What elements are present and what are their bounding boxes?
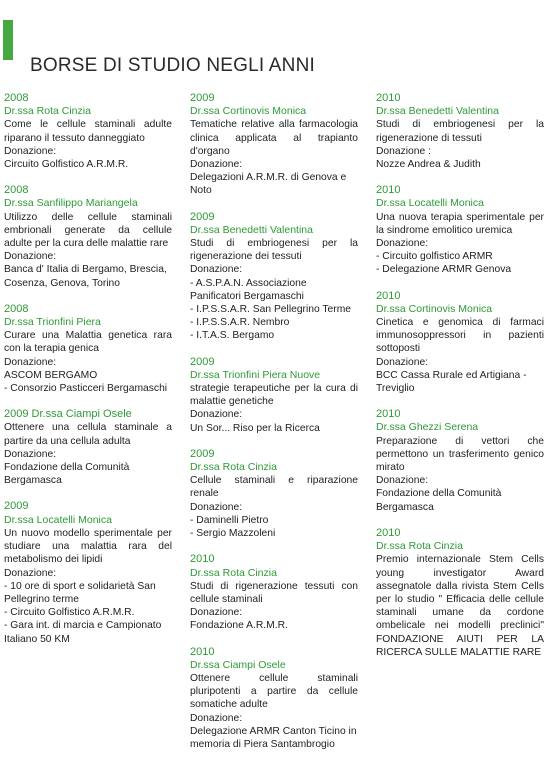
entry-year: 2009 — [190, 355, 215, 368]
entry-recipient: Dr.ssa Locatelli Monica — [376, 197, 484, 210]
entry-donation-label: Donazione: — [190, 607, 243, 619]
entry-recipient: Dr.ssa Benedetti Valentina — [376, 105, 499, 118]
entry-recipient: Dr.ssa Rota Cinzia — [376, 540, 463, 553]
entry-donor: - Consorzio Pasticceri Bergamaschi — [4, 383, 168, 395]
entry-description: Come le cellule staminali adulte riparano il tessuto danneggiato — [4, 119, 172, 144]
entry-donation-label: Donazione : — [376, 145, 431, 157]
scholarship-entry — [190, 211, 358, 343]
accent-bar — [3, 20, 13, 60]
entry-donor: - I.T.A.S. Bergamo — [190, 330, 275, 342]
scholarship-entry — [4, 500, 172, 645]
entry-recipient: Dr.ssa Locatelli Monica — [4, 513, 112, 526]
entry-donation-label: Donazione: — [190, 264, 243, 276]
entry-donor: - Sergio Mazzoleni — [190, 528, 276, 540]
entry-donor: Fondazione della Comunità Bergamasca — [4, 462, 130, 487]
entry-donor: Banca d' Italia di Bergamo, Brescia, Cosenza, Genova, Torino — [4, 264, 167, 289]
entry-donor: - A.S.P.A.N. Associazione Panificatori Bergamaschi — [190, 277, 307, 302]
entry-recipient: Dr.ssa Cortinovis Monica — [376, 302, 493, 315]
entry-description: Una nuova terapia sperimentale per la sindrome emolitico uremica — [376, 211, 544, 236]
entry-donor: Delegazione ARMR Canton Ticino in memoria di Piera Santambrogio — [190, 725, 357, 750]
entry-year: 2010 — [376, 289, 401, 302]
entry-description: Un nuovo modello sperimentale per studiare una malattia rara del metabolismo dei lipidi — [4, 527, 172, 566]
entry-donation-label: Donazione: — [4, 448, 57, 460]
entry-donor: Delegazioni A.R.M.R. di Genova e Noto — [190, 172, 347, 197]
entry-donation-label: Donazione: — [4, 145, 57, 157]
scholarship-entry — [376, 184, 544, 276]
entry-donor: - 10 ore di sport e solidarietà San Pellegrino terme — [4, 580, 156, 605]
column-1 — [4, 92, 172, 659]
column-2 — [190, 92, 358, 764]
scholarship-entry — [376, 290, 544, 396]
entry-recipient: Dr.ssa Rota Cinzia — [190, 461, 277, 474]
entry-donor: - Circuito Golfistico A.R.M.R. — [4, 607, 135, 619]
scholarship-entry — [190, 448, 358, 540]
entry-description: Curare una Malattia genetica rara con la terapia genica — [4, 330, 172, 355]
page-title: BORSE DI STUDIO NEGLI ANNI — [30, 54, 315, 76]
entry-recipient: Dr.ssa Ghezzi Serena — [376, 421, 479, 434]
entry-year: 2010 — [376, 408, 401, 421]
entry-donor: Fondazione della Comunità Bergamasca — [376, 488, 502, 513]
entry-donation-label: Donazione: — [4, 567, 57, 579]
entry-donor: Fondazione A.R.M.R. — [190, 620, 288, 632]
entry-year: 2008 — [4, 302, 29, 315]
entry-description: Ottenere una cellula staminale a partire da una cellula adulta — [4, 422, 172, 447]
entry-donation-label: Donazione: — [4, 356, 57, 368]
entry-description: Premio internazionale Stem Cells young investigator Award assegnatole dalla rivista Stem Cells per lo studio " Efficacia delle cellule staminali umane da cordone ombelicale nei modelli preclinici" FONDAZIONE AIUTI PER LA RICERCA SULLE MALATTIE RARE — [376, 554, 544, 658]
entry-donor: - Gara int. di marcia e Campionato Italiano 50 KM — [4, 620, 162, 645]
entry-year: 2009 — [190, 210, 215, 223]
entry-year: 2009 — [4, 500, 29, 513]
entry-donor: ASCOM BERGAMO — [4, 369, 98, 381]
entry-year: 2009 — [190, 92, 215, 104]
scholarship-entry — [190, 646, 358, 752]
entry-recipient: Dr.ssa Trionfini Piera — [4, 316, 101, 329]
entry-recipient: Dr.ssa Cortinovis Monica — [190, 105, 307, 118]
entry-year: 2009 Dr.ssa Ciampi Osele — [4, 408, 132, 421]
entry-donor: - Circuito golfistico ARMR — [376, 251, 493, 263]
entry-donation-label: Donazione: — [190, 712, 243, 724]
entry-year: 2010 — [376, 184, 401, 197]
scholarship-entry — [190, 356, 358, 435]
entry-recipient: Dr.ssa Rota Cinzia — [190, 566, 277, 579]
entry-description: strategie terapeutiche per la cura di malattie genetiche — [190, 383, 358, 408]
entry-recipient: Dr.ssa Trionfini Piera Nuove — [190, 368, 321, 381]
column-3 — [376, 92, 544, 672]
entry-description: Tematiche relative alla farmacologia clinica applicata al trapianto d'organo — [190, 119, 358, 157]
entry-year: 2008 — [4, 92, 29, 104]
entry-donation-label: Donazione: — [190, 159, 243, 171]
scholarship-entry — [4, 92, 172, 171]
entry-recipient: Dr.ssa Rota Cinzia — [4, 105, 91, 118]
entry-year: 2010 — [376, 92, 401, 104]
entry-donor: BCC Cassa Rurale ed Artigiana - Treviglio — [376, 369, 527, 395]
entry-donor: Nozze Andrea & Judith — [376, 159, 481, 171]
entry-donor: - I.P.S.S.A.R. San Pellegrino Terme — [190, 304, 352, 316]
entry-donor: - Delegazione ARMR Genova — [376, 264, 512, 276]
entry-year: 2008 — [4, 184, 29, 197]
entry-description: Cellule staminali e riparazione renale — [190, 475, 358, 500]
scholarship-entry — [190, 92, 358, 198]
scholarship-entry — [4, 408, 172, 487]
scholarship-entry — [4, 303, 172, 395]
entry-recipient: Dr.ssa Sanfilippo Mariangela — [4, 197, 138, 210]
entry-description: Studi di rigenerazione tessuti con cellule staminali — [190, 580, 358, 605]
entry-donation-label: Donazione: — [376, 238, 429, 250]
entry-recipient: Dr.ssa Benedetti Valentina — [190, 223, 313, 236]
entry-recipient: Dr.ssa Ciampi Osele — [190, 658, 286, 671]
entry-year: 2010 — [190, 645, 215, 658]
scholarship-entry — [190, 553, 358, 632]
entry-year: 2009 — [190, 447, 215, 460]
entry-year: 2010 — [376, 526, 401, 539]
entry-donor: Circuito Golfistico A.R.M.R. — [4, 159, 129, 171]
entry-donation-label: Donazione: — [376, 356, 429, 368]
entry-description: Studi di embriogenesi per la rigenerazione di tessuti — [376, 119, 544, 144]
entry-donor: - Daminelli Pietro — [190, 514, 269, 526]
entry-donation-label: Donazione: — [190, 409, 243, 421]
entry-description: Ottenere cellule staminali pluripotenti a partire da cellule somatiche adulte — [190, 672, 358, 711]
entry-description: Utilizzo delle cellule staminali embrionali generate da cellule adulte per la cura delle malattie rare — [4, 211, 172, 250]
entry-description: Cinetica e genomica di farmaci immunosoppressori in pazienti sottoposti — [376, 317, 544, 355]
entry-donor: Un Sor... Riso per la Ricerca — [190, 422, 320, 434]
entry-donor: - I.P.S.S.A.R. Nembro — [190, 317, 290, 329]
entry-donation-label: Donazione: — [190, 501, 243, 513]
entry-donation-label: Donazione: — [376, 475, 429, 487]
scholarship-entry — [376, 92, 544, 171]
entry-year: 2010 — [190, 553, 215, 566]
entry-donation-label: Donazione: — [4, 251, 57, 263]
scholarship-entry — [376, 527, 544, 659]
scholarship-entry — [4, 184, 172, 290]
entry-description: Preparazione di vettori che permettono un trasferimento genico mirato — [376, 435, 544, 474]
scholarship-entry — [376, 408, 544, 514]
entry-description: Studi di embriogenesi per la rigenerazione dei tessuti — [190, 238, 358, 263]
